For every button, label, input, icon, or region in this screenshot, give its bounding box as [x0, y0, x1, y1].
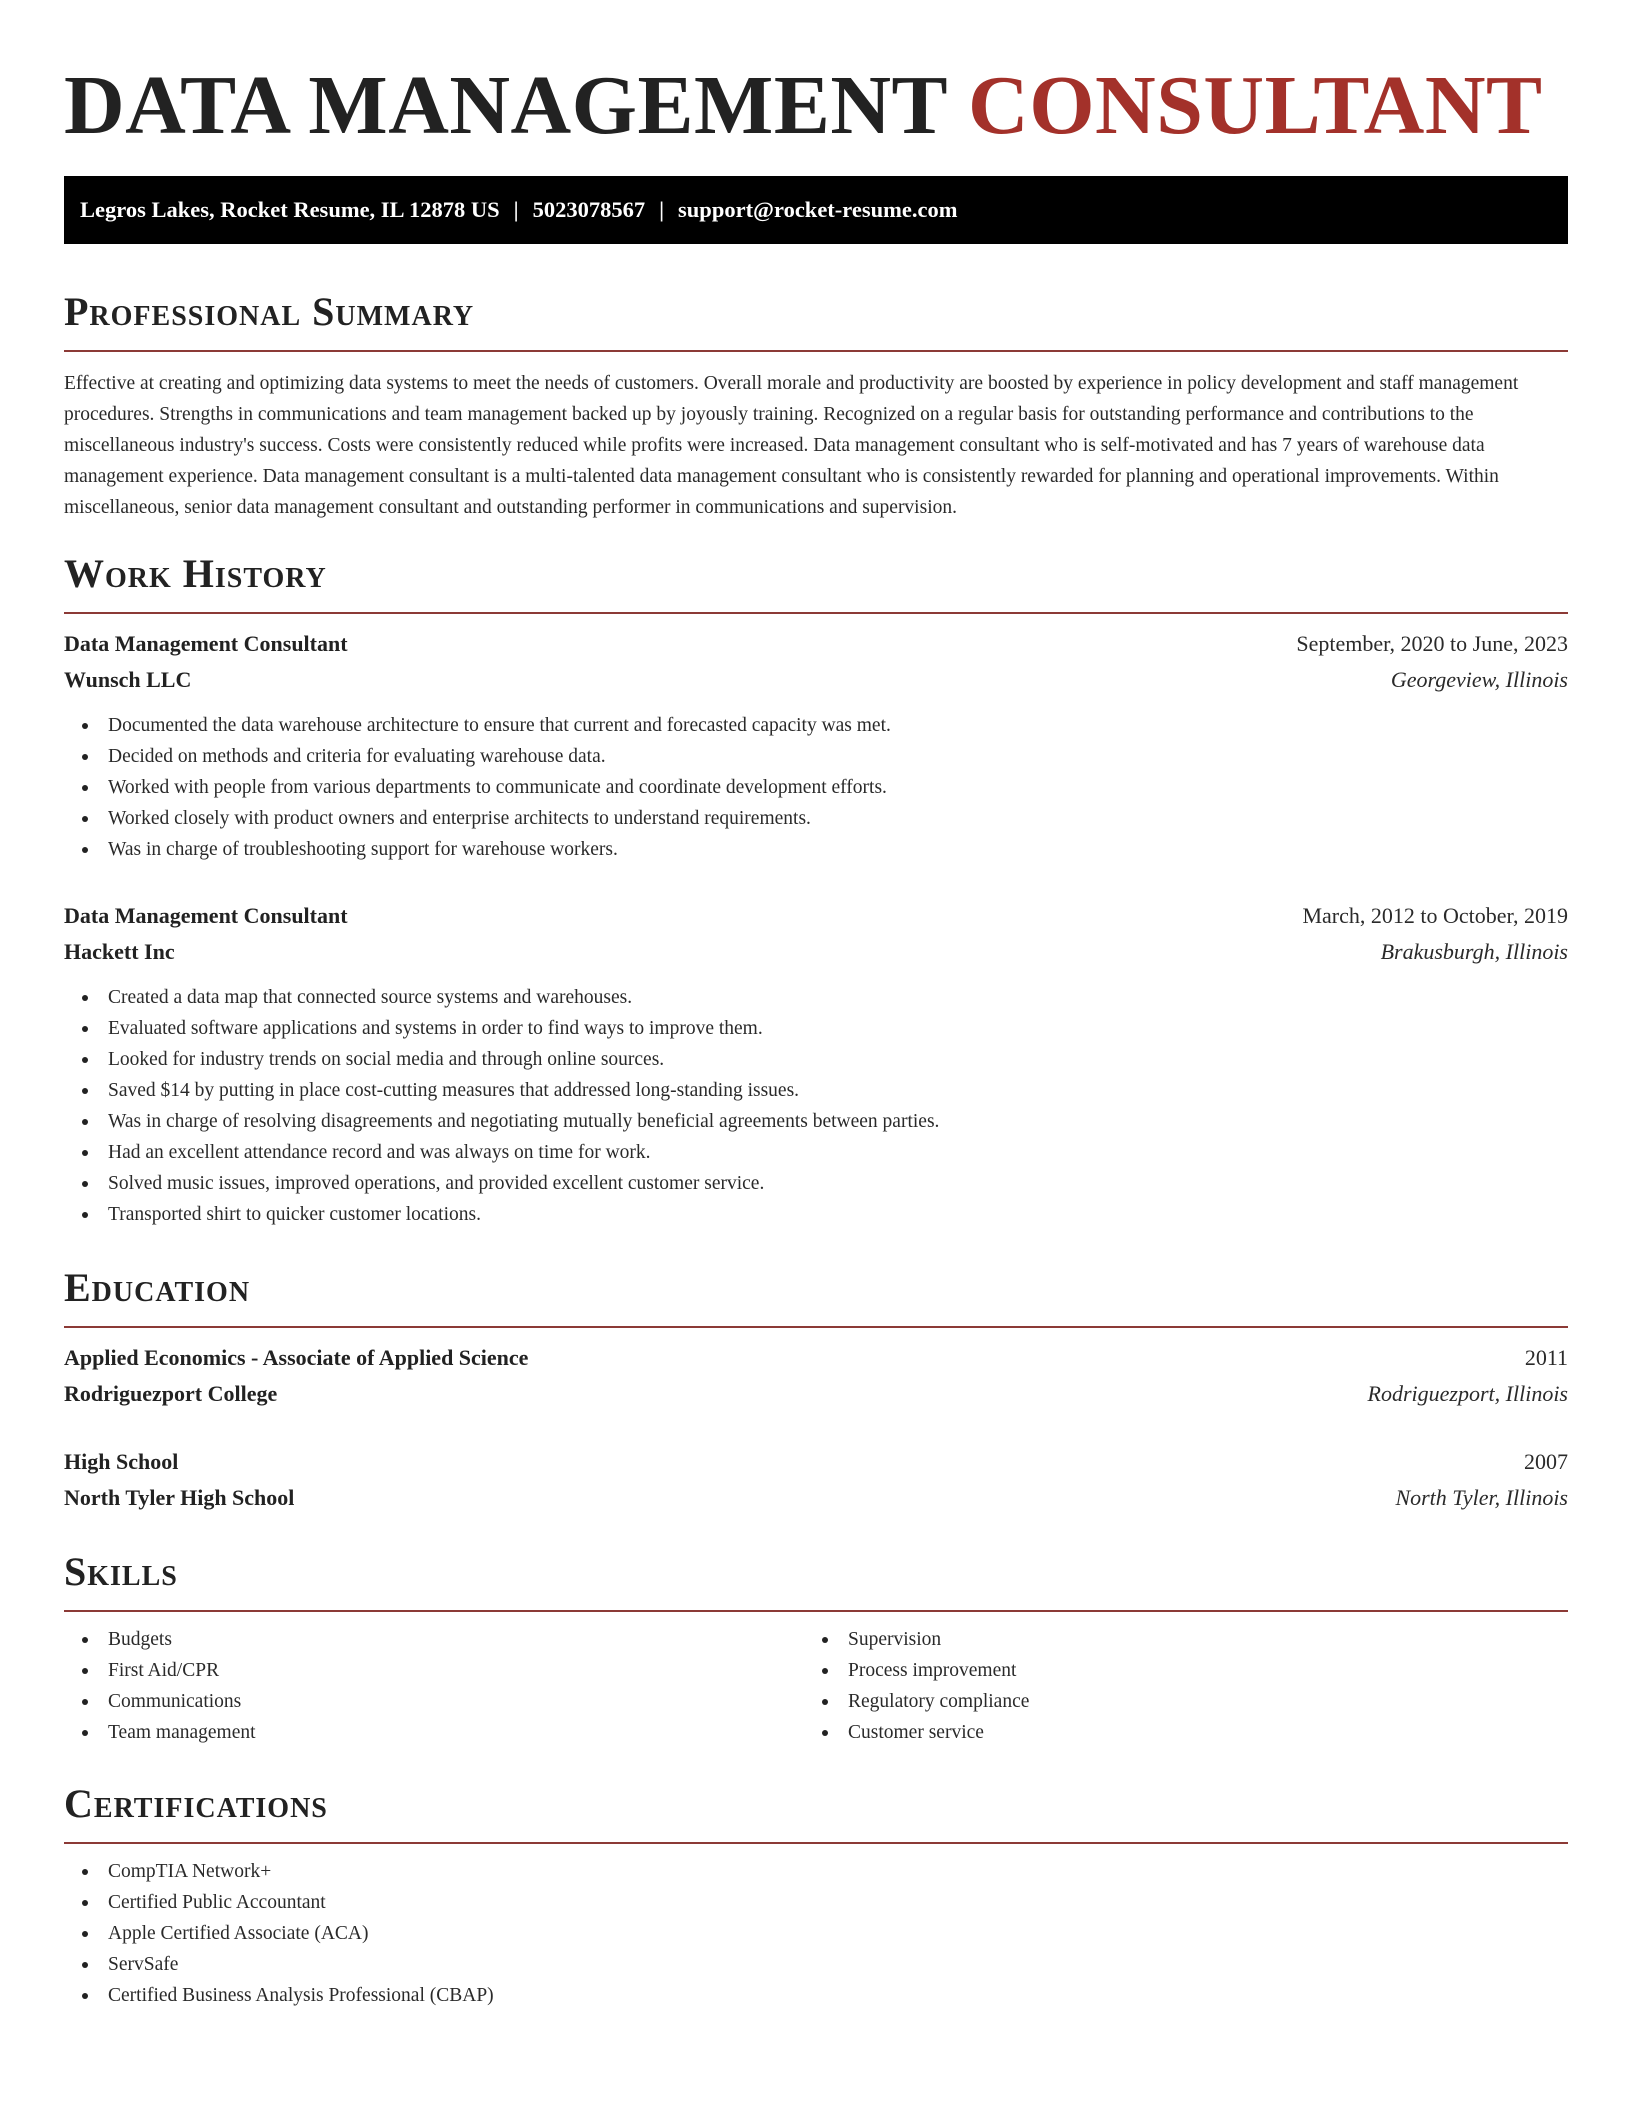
summary-section: [64, 286, 1568, 523]
education-entry: [64, 1340, 1568, 1412]
certification-item: Certified Business Analysis Professional (CBAP): [64, 1980, 1568, 2011]
section-divider: [64, 612, 1568, 614]
section-divider: [64, 350, 1568, 352]
job-company: Hackett Inc: [64, 939, 175, 964]
resume-name: [64, 56, 1543, 156]
job-entry: [64, 898, 1568, 1230]
education-location: North Tyler, Illinois: [1395, 1485, 1568, 1510]
section-divider: [64, 1610, 1568, 1612]
certifications-section: [64, 1778, 1568, 2011]
name-main: DATA MANAGEMENT: [64, 59, 947, 152]
certification-item: CompTIA Network+: [64, 1856, 1568, 1887]
education-location: Rodriguezport, Illinois: [1367, 1381, 1568, 1406]
contact-email: support@rocket-resume.com: [678, 197, 958, 222]
education-school: Rodriguezport College: [64, 1381, 278, 1406]
job-location: Brakusburgh, Illinois: [1380, 939, 1568, 964]
job-bullet: Looked for industry trends on social media and through online sources.: [64, 1044, 1568, 1075]
certifications-heading: Certifications: [64, 1781, 328, 1826]
education-school: North Tyler High School: [64, 1485, 295, 1510]
job-dates: September, 2020 to June, 2023: [1296, 631, 1568, 656]
skill-item: Customer service: [804, 1717, 1544, 1748]
skills-heading: Skills: [64, 1549, 178, 1594]
skill-item: Supervision: [804, 1624, 1544, 1655]
job-dates: March, 2012 to October, 2019: [1302, 903, 1568, 928]
education-year: 2011: [1524, 1345, 1568, 1370]
contact-separator: |: [659, 197, 665, 222]
job-bullet: Documented the data warehouse architecture to ensure that current and forecasted capacity was met.: [64, 710, 1568, 741]
summary-heading: Professional Summary: [64, 289, 475, 334]
job-bullets: [64, 982, 1568, 1230]
contact-separator: |: [513, 197, 519, 222]
job-bullet: Created a data map that connected source systems and warehouses.: [64, 982, 1568, 1013]
job-title: Data Management Consultant: [64, 903, 348, 928]
skill-item: Budgets: [64, 1624, 804, 1655]
job-bullet: Transported shirt to quicker customer locations.: [64, 1199, 1568, 1230]
education-entry: [64, 1444, 1568, 1516]
skill-item: Team management: [64, 1717, 804, 1748]
section-divider: [64, 1326, 1568, 1328]
skills-list-left: [64, 1624, 804, 1748]
job-location: Georgeview, Illinois: [1390, 667, 1568, 692]
job-bullet: Worked with people from various departments to communicate and coordinate development efforts.: [64, 772, 1568, 803]
education-year: 2007: [1524, 1449, 1568, 1474]
certification-item: Certified Public Accountant: [64, 1887, 1568, 1918]
job-bullet: Worked closely with product owners and enterprise architects to understand requirements.: [64, 803, 1568, 834]
contact-phone: 5023078567: [532, 197, 646, 222]
education-degree: Applied Economics - Associate of Applied Science: [64, 1345, 529, 1370]
skill-item: Process improvement: [804, 1655, 1544, 1686]
skill-item: Regulatory compliance: [804, 1686, 1544, 1717]
skills-list-right: [804, 1624, 1544, 1748]
work-history-heading: Work History: [64, 551, 327, 596]
skill-item: Communications: [64, 1686, 804, 1717]
contact-address: Legros Lakes, Rocket Resume, IL 12878 US: [80, 197, 500, 222]
contact-bar: [64, 176, 1568, 244]
section-divider: [64, 1842, 1568, 1844]
job-company: Wunsch LLC: [64, 667, 192, 692]
job-entry: [64, 626, 1568, 865]
job-bullet: Was in charge of resolving disagreements and negotiating mutually beneficial agreements between parties.: [64, 1106, 1568, 1137]
certifications-list: [64, 1856, 1568, 2011]
job-bullet: Solved music issues, improved operations, and provided excellent customer service.: [64, 1168, 1568, 1199]
name-accent: CONSULTANT: [968, 59, 1543, 152]
skills-columns: [64, 1624, 1568, 1748]
education-heading: Education: [64, 1265, 251, 1310]
job-bullet: Saved $14 by putting in place cost-cutting measures that addressed long-standing issues.: [64, 1075, 1568, 1106]
work-history-section: [64, 548, 1568, 614]
summary-text: Effective at creating and optimizing data systems to meet the needs of customers. Overall morale and productivity are boosted by experience in policy development and staff management procedures. Strengths in communications and team management backed up by joyously training. Recognized on a regular basis for outstanding performance and contributions to the miscellaneous industry's success. Costs were consistently reduced while profits were increased. Data management consultant who is self-motivated and has 7 years of warehouse data management experience. Data management consultant is a multi-talented data management consultant who is consistently rewarded for planning and operational improvements. Within miscellaneous, senior data management consultant and outstanding performer in communications and supervision.: [64, 373, 1519, 518]
certification-item: Apple Certified Associate (ACA): [64, 1918, 1568, 1949]
skill-item: First Aid/CPR: [64, 1655, 804, 1686]
job-bullet: Evaluated software applications and systems in order to find ways to improve them.: [64, 1013, 1568, 1044]
education-section: [64, 1262, 1568, 1328]
job-bullet: Decided on methods and criteria for evaluating warehouse data.: [64, 741, 1568, 772]
education-degree: High School: [64, 1449, 179, 1474]
job-title: Data Management Consultant: [64, 631, 348, 656]
job-bullet: Had an excellent attendance record and was always on time for work.: [64, 1137, 1568, 1168]
skills-section: [64, 1546, 1568, 1748]
certification-item: ServSafe: [64, 1949, 1568, 1980]
job-bullet: Was in charge of troubleshooting support for warehouse workers.: [64, 834, 1568, 865]
job-bullets: [64, 710, 1568, 865]
